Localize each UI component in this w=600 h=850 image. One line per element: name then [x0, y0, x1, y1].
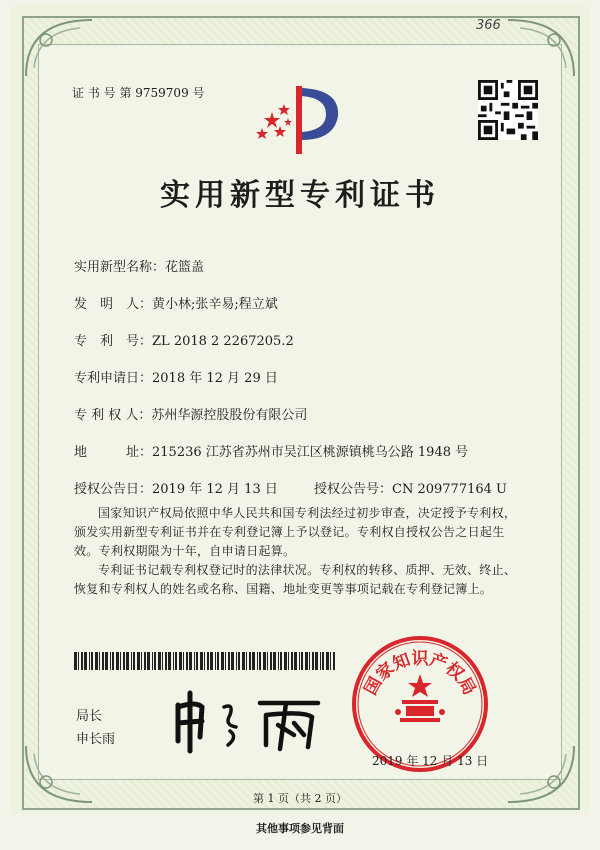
field-value: 2018 年 12 月 29 日 [152, 371, 278, 386]
director-title: 局长 [76, 709, 103, 724]
legal-status-statement: 专利证书记载专利权登记时的法律状况。专利权的转移、质押、无效、终止、恢复和专利权人的姓名或名称、国籍、地址变更等事项记载在专利登记簿上。 [74, 563, 517, 596]
field-label: 实用新型名称： [74, 260, 166, 275]
field-grant-number [314, 478, 507, 497]
field-label: 地 址： [74, 445, 153, 460]
field-value: CN 209777164 U [392, 482, 507, 497]
field-label: 授权公告号： [314, 482, 393, 497]
certificate-number: 证 书 号 第 9759709 号 [72, 86, 205, 100]
svg-text:国家知识产权局: 国家知识产权局 [360, 649, 480, 699]
field-value: 花篮盖 [165, 260, 205, 275]
field-label: 专 利 权 人： [74, 408, 152, 423]
field-patent-number [74, 330, 294, 349]
handwritten-note: 366 [476, 18, 501, 33]
field-inventor [74, 293, 278, 312]
field-value: 苏州华源控股股份有限公司 [151, 408, 308, 423]
director-name: 申长雨 [76, 732, 116, 747]
field-label: 专利申请日： [74, 371, 153, 386]
field-utility-model-name [74, 256, 204, 275]
director-signature [168, 685, 328, 755]
field-filing-date [74, 367, 278, 386]
field-value: 215236 江苏省苏州市吴江区桃源镇桃乌公路 1948 号 [152, 445, 469, 460]
cnipa-logo-icon [252, 82, 344, 158]
field-label: 授权公告日： [74, 482, 153, 497]
field-grant-date [74, 478, 278, 497]
field-label: 发 明 人： [74, 297, 153, 312]
barcode-icon [74, 652, 336, 670]
field-value: 黄小林;张辛易;程立斌 [152, 297, 278, 312]
page-title: 实用新型专利证书 [160, 178, 440, 213]
qr-code-icon [478, 80, 538, 140]
field-address [74, 441, 468, 460]
field-value: 2019 年 12 月 13 日 [152, 482, 278, 497]
page-number: 第 1 页（共 2 页） [253, 792, 347, 805]
grant-statement: 国家知识产权局依照中华人民共和国专利法经过初步审查，决定授予专利权，颁发实用新型专利证书并在专利登记簿上予以登记。专利权自授权公告之日起生效。专利权期限为十年，自申请日起算。 [74, 506, 517, 558]
back-note: 其他事项参见背面 [256, 822, 344, 835]
corner-ornament-icon [506, 18, 576, 78]
field-patentee [74, 404, 307, 423]
seal-date: 2019 年 12 月 13 日 [372, 754, 489, 768]
field-label: 专 利 号： [74, 334, 153, 349]
corner-ornament-icon [24, 18, 94, 78]
field-value: ZL 2018 2 2267205.2 [152, 334, 294, 349]
